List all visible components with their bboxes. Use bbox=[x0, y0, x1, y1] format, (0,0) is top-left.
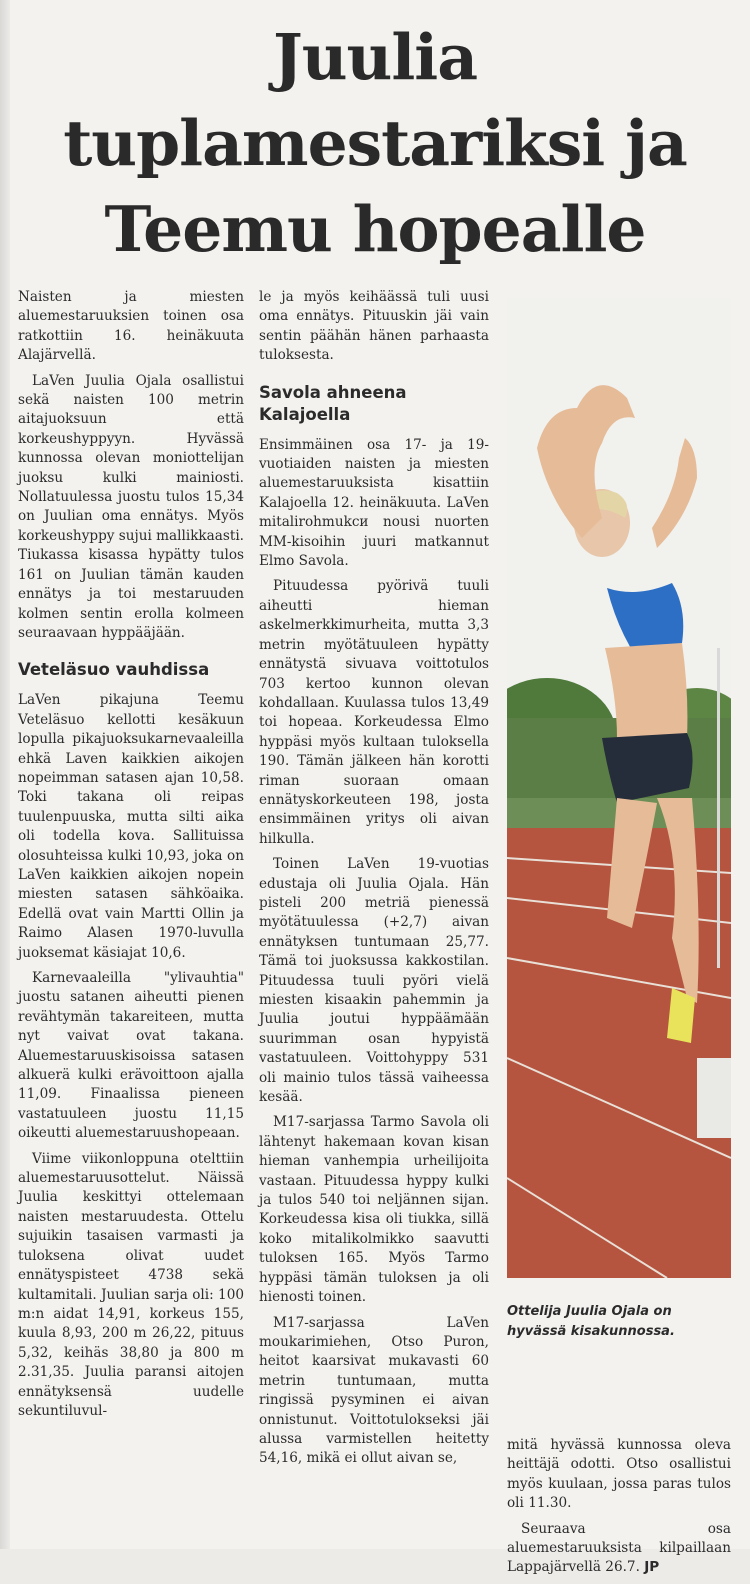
paragraph: LaVen pikajuna Teemu Veteläsuo kellotti kesäkuun lopulla pikajuoksukarnevaaleilla ehkä Laven kaikkien aikojen nopeimman satasen ajan 10,58. Toki takana oli reipas tuulenpuuska, mutta silti aika oli todella kova. Sallituissa olosuhteissa kulki 10,93, joka on LaVen kaikkien aikojen nopein miesten satasen sähköaika. Edellä ovat vain Martti Ollin ja Raimo Alasen 1970-luvulla juoksemat käsiajat 10,6. bbox=[18, 692, 244, 961]
paragraph: M17-sarjassa Tarmo Savola oli lähtenyt hakemaan kovan kisan hieman vanhempia urheilijoita vastaan. Pituudessa hyppy kulki ja tulos 540 toi neljännen sijan. Korkeudessa kisa oli tiukka, sillä koko mitalikolmikko saavutti tuloksen 165. Myös Tarmo hyppäsi tämän tuloksen ja oli hienosti toinen. bbox=[259, 1114, 489, 1306]
paragraph: mitä hyvässä kunnossa oleva heittäjä odotti. Otso osallistui myös kuulaan, jossa paras tulos oli 11.30. bbox=[507, 1437, 731, 1512]
paragraph: le ja myös keihäässä tuli uusi oma ennätys. Pituuskin jäi vain sentin päähän hänen parhaasta tuloksesta. bbox=[259, 289, 489, 364]
column-2 bbox=[259, 288, 489, 1475]
paragraph: Pituudessa pyörivä tuuli aiheutti hieman askelmerkkimurheita, mutta 3,3 metrin myötätuuleen hypätty ennätystä sivuava voittotulos 703 kertoo kunnon olevan kohdallaan. Kuulassa tulos 13,49 toi hopeaa. Korkeudessa Elmo hyppäsi myös kultaan tuloksella 190. Tämän jälkeen hän korotti riman suoraan omaan ennätyskorkeuteen 198, josta ensimmäinen yritys oli aivan hilkulla. bbox=[259, 578, 489, 847]
paragraph-text: Seuraava osa aluemestaruuksista kilpaillaan Lappajärvellä 26.7. bbox=[507, 1520, 731, 1576]
paragraph: LaVen Juulia Ojala osallistui sekä naisten 100 metrin aitajuoksuun että korkeushyppyyn. Hyvässä kunnossa olevan moniottelijan juoksu kulki mainiosti. Nollatuulessa juostu tulos 15,34 on Juulian oma ennätys. Myös korkeushyppy sujui mallikkaasti. Tiukassa kisassa hypätty tulos 161 on Juulian tämän kauden ennätys ja toi mestaruuden kolmen sentin erolla kolmeen seuraavaan hyppääjään. bbox=[18, 372, 244, 641]
subheading: Veteläsuo vauhdissa bbox=[18, 660, 210, 680]
author-signature: JP bbox=[644, 1559, 660, 1576]
column-3 bbox=[507, 1436, 731, 1584]
page-edge bbox=[0, 0, 10, 1549]
subheading: Savola ahneena Kalajoella bbox=[259, 382, 407, 424]
paragraph: M17-sarjassa LaVen moukarimiehen, Otso Puron, heitot kaarsivat mukavasti 60 metrin tuntumaan, mutta ringissä pysyminen ei aivan onnistunut. Voittotulokseksi jäi alussa varmistellen heitetty 54,16, mikä ei ollut aivan se, bbox=[259, 1314, 489, 1467]
paragraph: Viime viikonloppuna otelttiin aluemestaruusottelut. Näissä Juulia keskittyi ottelemaan naisten mestaruudesta. Ottelu sujuikin tasaisen varmasti ja tuloksena olivat uudet ennätyspisteet 4738 sekä kultamitali. Juulian sarja oli: 100 m:n aidat 14,91, korkeus 155, kuula 8,93, 200 m 26,22, pituus 5,32, keihäs 38,80 ja 800 m 2.31,35. Juulia paransi aitojen ennätyksensä uudelle sekuntiluvul- bbox=[18, 1150, 244, 1419]
paragraph: Karnevaaleilla "ylivauhtia" juostu satanen aiheutti pienen revähtymän takareiteen, mutta nyt vaivat ovat takana. Aluemestaruuskisoissa satasen alkuerä kulki erävoittoon ajalla 11,09. Finaalissa pieneen vastatuuleen juostu 11,15 oikeutti aluemestaruushopeaan. bbox=[18, 970, 244, 1142]
paragraph: Toinen LaVen 19-vuotias edustaja oli Juulia Ojala. Hän pisteli 200 metriä pienessä myötätuulessa (+2,7) aivan ennätyksen tuntumaan 25,77. Tämä toi juoksussa kakkostilan. Pituudessa tuuli pyöri vielä miesten kisaakin pahemmin ja Juulia joutui hyppäämään suurimman osan hypyistä vastatuuleen. Voittohyppy 531 oli mainio tulos tässä vaiheessa kesää. bbox=[259, 856, 489, 1106]
paragraph: Ensimmäinen osa 17- ja 19-vuotiaiden naisten ja miesten aluemestaruuksista kisattiin Kalajoella 12. heinäkuuta. LaVen mitalirohmukси nousi nuorten MM-kisoihin juuri matkannut Elmo Savola. bbox=[259, 436, 489, 570]
athlete-photo bbox=[507, 298, 731, 1278]
photo-caption: Ottelija Juulia Ojala on hyvässä kisakunnossa. bbox=[507, 1304, 675, 1339]
column-1 bbox=[18, 288, 244, 1427]
headline: Juulia tuplamestariksi ja Teemu hopealle bbox=[63, 20, 687, 266]
paragraph: Naisten ja miesten aluemestaruuksien toinen osa ratkottiin 16. heinäkuuta Alajärvellä. bbox=[18, 289, 244, 364]
